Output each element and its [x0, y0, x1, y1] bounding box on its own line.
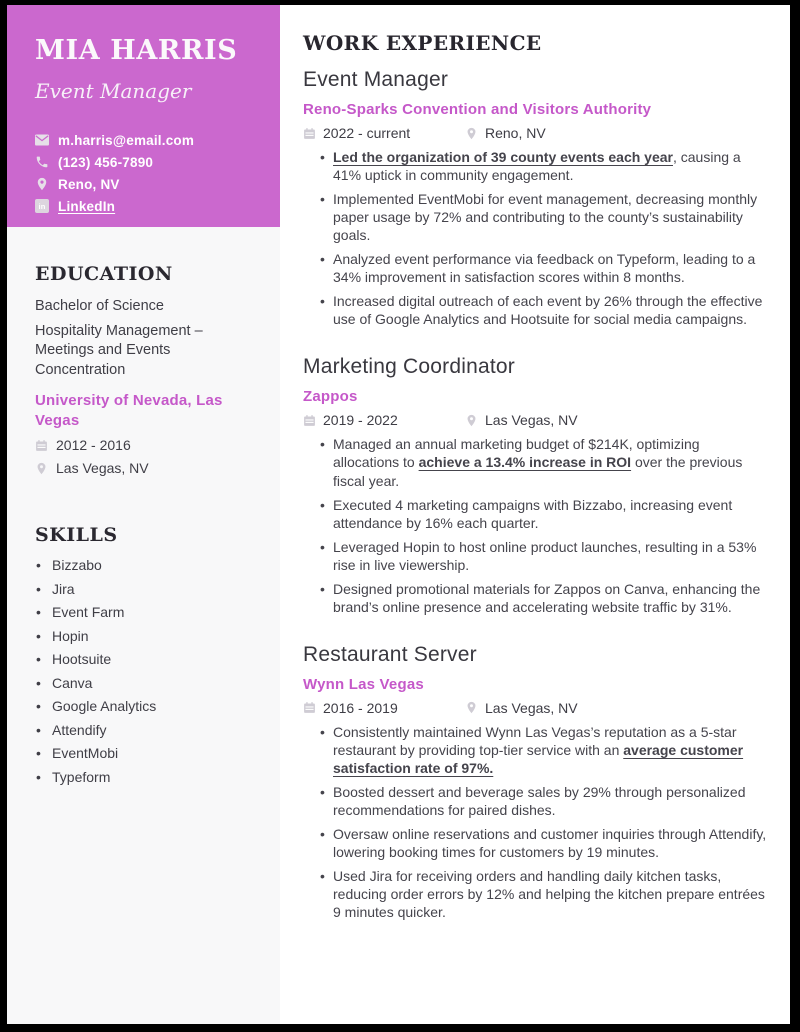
sidebar-header — [7, 5, 280, 227]
bullet-item — [303, 538, 768, 574]
bullet-item — [303, 496, 768, 532]
job-meta-row — [303, 125, 768, 141]
location-icon — [35, 177, 49, 191]
job-title: Marketing Coordinator — [303, 355, 515, 379]
skill-item: • Attendify — [35, 722, 262, 738]
bullet-text: Leveraged Hopin to host online product launches, resulting in a 53% rise in live viewership. — [333, 538, 757, 573]
contact-linkedin — [35, 195, 262, 217]
person-name: MIA HARRIS — [35, 35, 238, 66]
skill-item: • Hootsuite — [35, 651, 262, 667]
skill-item: • Hopin — [35, 628, 262, 644]
job-dates: 2022 - current — [323, 125, 411, 141]
job-bullets — [303, 148, 768, 328]
bullet-text: Executed 4 marketing campaigns with Bizzabo, increasing event attendance by 16% each quarter. — [333, 496, 733, 531]
job-meta-row — [303, 700, 768, 716]
jobs-container — [303, 68, 768, 921]
bullet-item — [303, 190, 768, 244]
bullet-text: Analyzed event performance via feedback on Typeform, leading to a 34% improvement in satisfaction scores within 8 months. — [333, 251, 756, 286]
contact-email — [35, 129, 262, 151]
contact-location-text: Reno, NV — [58, 176, 120, 192]
job-dates-item — [303, 700, 465, 716]
education-heading: EDUCATION — [35, 263, 173, 285]
bullet-emphasis-text: average customer satisfaction rate of 97%. — [333, 741, 744, 776]
bullet-emphasis-text: achieve a 13.4% increase in ROI — [418, 454, 632, 471]
calendar-icon — [35, 439, 48, 452]
bullet-item — [303, 250, 768, 286]
bullet-item — [303, 783, 768, 819]
location-icon — [465, 701, 478, 714]
skills-heading: SKILLS — [35, 524, 118, 547]
skills-list — [35, 557, 262, 785]
job-dates-item — [303, 412, 465, 428]
job-entry — [303, 643, 768, 921]
calendar-icon — [303, 414, 316, 427]
work-experience-heading: WORK EXPERIENCE — [303, 31, 542, 55]
skill-item: • Canva — [35, 675, 262, 691]
bullet-text: Oversaw online reservations and customer inquiries through Attendify, lowering booking times for customers by 19 minutes. — [333, 826, 767, 861]
email-icon — [35, 133, 49, 147]
job-bullets — [303, 435, 768, 615]
bullet-item — [303, 580, 768, 616]
bullet-text: , causing a 41% uptick in community engagement. — [333, 149, 741, 184]
bullet-item — [303, 148, 768, 184]
linkedin-icon — [35, 199, 49, 213]
bullet-item — [303, 292, 768, 328]
bullet-item — [303, 723, 768, 777]
skill-item: • Google Analytics — [35, 698, 262, 714]
main-column — [280, 5, 790, 1024]
education-dates: 2012 - 2016 — [56, 437, 131, 454]
skill-item: • Bizzabo — [35, 557, 262, 573]
svg-text:in: in — [38, 202, 46, 212]
contact-location — [35, 173, 262, 195]
job-entry — [303, 355, 768, 615]
location-icon — [465, 414, 478, 427]
job-bullets — [303, 723, 768, 921]
bullet-text: Consistently maintained Wynn Las Vegas’s reputation as a 5-star restaurant by providing top-tier service with an — [333, 723, 737, 758]
skill-item: • Event Farm — [35, 604, 262, 620]
bullet-item — [303, 435, 768, 489]
company-name: Wynn Las Vegas — [303, 675, 424, 693]
bullet-text: Managed an annual marketing budget of $214K, optimizing allocations to — [333, 436, 700, 471]
education-school: University of Nevada, Las Vegas — [35, 391, 223, 429]
calendar-icon — [303, 127, 316, 140]
education-program: Hospitality Management – Meetings and Events Concentration — [35, 322, 203, 379]
skills-section — [7, 524, 280, 785]
bullet-item — [303, 867, 768, 921]
job-location: Las Vegas, NV — [485, 412, 578, 429]
education-location-row — [35, 460, 262, 476]
job-entry — [303, 68, 768, 328]
calendar-icon — [303, 701, 316, 714]
job-title: Event Manager — [303, 68, 449, 91]
skill-item: • EventMobi — [35, 745, 262, 761]
bullet-text: Increased digital outreach of each event by 26% through the effective use of Google Analytics and Hootsuite for social media campaigns. — [333, 293, 763, 328]
job-location-item — [465, 412, 578, 428]
job-dates-item — [303, 125, 465, 141]
job-location-item — [465, 125, 546, 141]
job-meta-row — [303, 412, 768, 428]
bullet-text: Used Jira for receiving orders and handling daily kitchen tasks, reducing order errors by 12% and helping the kitchen prepare entrées 9 minutes quicker. — [333, 868, 765, 921]
person-title: Event Manager — [35, 79, 192, 103]
bullet-item — [303, 825, 768, 861]
company-name: Reno-Sparks Convention and Visitors Authority — [303, 101, 652, 118]
company-name: Zappos — [303, 388, 358, 406]
education-dates-row — [35, 437, 262, 453]
location-icon — [35, 462, 48, 475]
contact-email-text: m.harris@email.com — [58, 132, 195, 148]
job-location: Las Vegas, NV — [485, 699, 578, 716]
contact-phone-text: (123) 456-7890 — [58, 154, 154, 170]
job-location: Reno, NV — [485, 125, 546, 141]
contact-phone — [35, 151, 262, 173]
resume-page — [7, 5, 790, 1024]
bullet-text: over the previous fiscal year. — [333, 454, 743, 489]
linkedin-link[interactable]: LinkedIn — [58, 198, 116, 214]
education-degree: Bachelor of Science — [35, 298, 164, 314]
skill-item: • Typeform — [35, 769, 262, 785]
contact-list — [35, 129, 262, 217]
bullet-text: Implemented EventMobi for event management, decreasing monthly paper usage by 72% and contributing to the county’s sustainability goals. — [333, 191, 758, 244]
education-location: Las Vegas, NV — [56, 460, 149, 477]
job-dates: 2019 - 2022 — [323, 412, 398, 429]
education-section — [7, 263, 280, 476]
bullet-text: Boosted dessert and beverage sales by 29% through personalized recommendations for paired dishes. — [333, 783, 746, 819]
bullet-emphasis-text: Led the organization of 39 county events each year — [333, 149, 673, 165]
skill-item: • Jira — [35, 581, 262, 597]
job-dates: 2016 - 2019 — [323, 699, 398, 716]
phone-icon — [35, 155, 49, 169]
sidebar — [7, 5, 280, 1024]
job-title: Restaurant Server — [303, 642, 477, 666]
location-icon — [465, 127, 478, 140]
job-location-item — [465, 700, 578, 716]
bullet-text: Designed promotional materials for Zappos on Canva, enhancing the brand’s online presence and accelerating website traffic by 31%. — [333, 580, 761, 615]
